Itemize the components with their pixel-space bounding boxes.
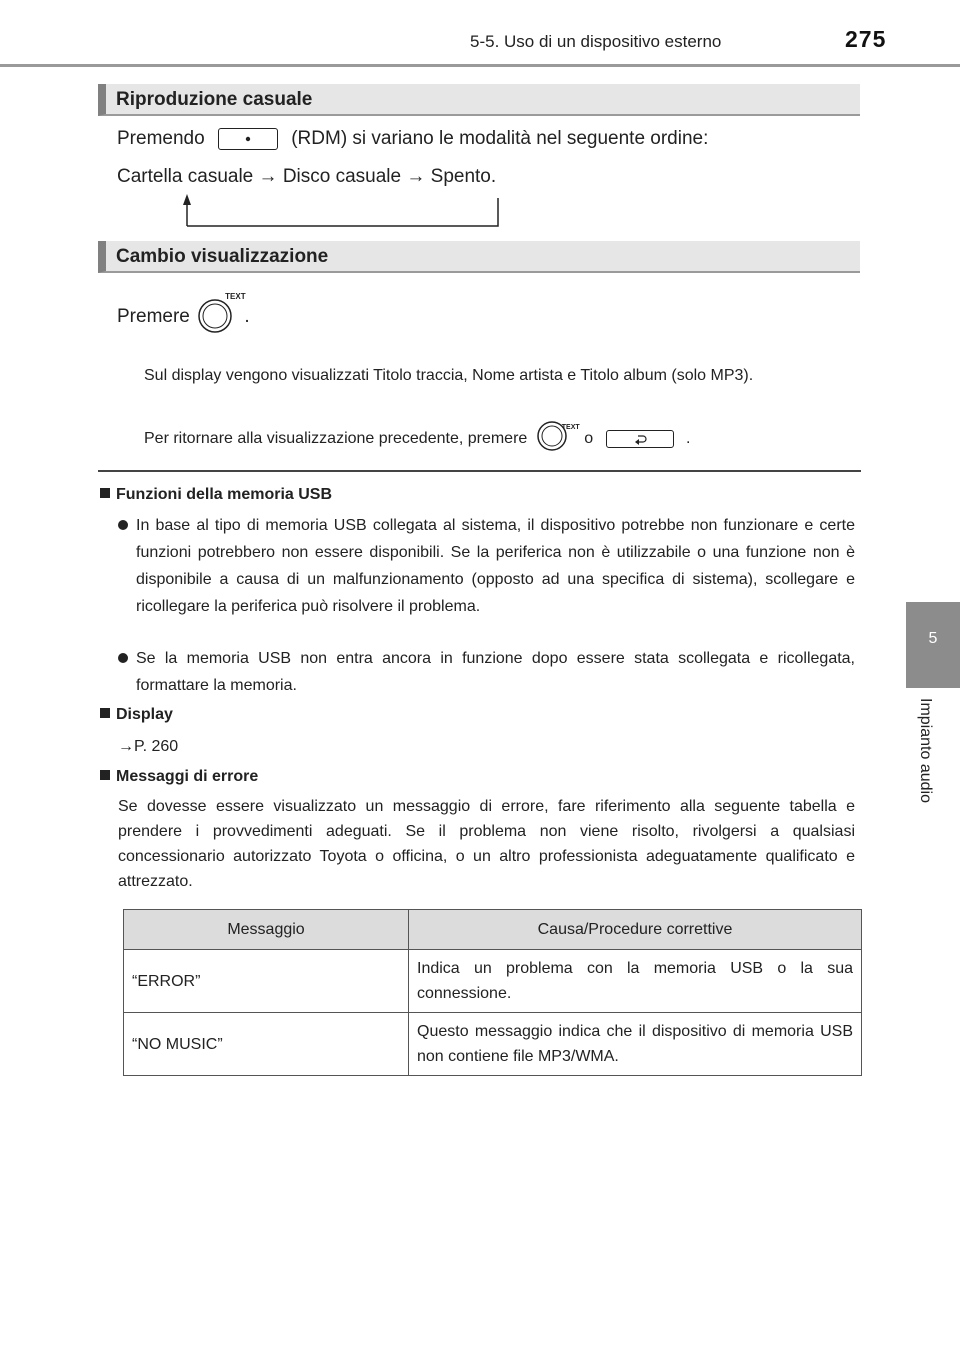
table-cell-message: “NO MUSIC” [124,1013,409,1076]
square-bullet-icon [100,770,110,780]
usb-bullet-2: Se la memoria USB non entra ancora in funzione dopo essere stata scollegata e ricollegata, formattare la memoria. [118,645,855,699]
round-bullet-icon [118,653,128,663]
arrow-right-icon: → [406,166,426,187]
table-row [124,1013,862,1076]
square-bullet-icon [100,488,110,498]
section-heading-random-play: Riproduzione casuale [98,84,860,116]
arrow-right-icon: → [258,166,278,187]
chapter-number: 5 [928,630,938,647]
round-bullet-icon [118,520,128,530]
table-header-message: Messaggio [124,910,409,950]
usb-functions-heading: Funzioni della memoria USB [100,486,332,504]
back-button-icon [606,430,674,448]
display-change-note2: Per ritornare alla visualizzazione precedente, premere TEXT o . [144,422,690,456]
header-rule [0,64,960,67]
table-cell-cause: Indica un problema con la memoria USB o la sua connessione. [409,950,862,1013]
table-header-row [124,910,862,950]
table-cell-message: “ERROR” [124,950,409,1013]
display-heading: Display [100,706,173,724]
display-page-ref[interactable]: →P. 260 [118,738,179,755]
display-change-press: Premere TEXT . [117,300,250,334]
table-row [124,950,862,1013]
error-messages-heading: Messaggi di errore [100,768,258,786]
table-cell-cause: Questo messaggio indica che il dispositivo di memoria USB non contiene file MP3/WMA. [409,1013,862,1076]
error-messages-text: Se dovesse essere visualizzato un messaggio di errore, fare riferimento alla seguente tabella e prendere i provvedimenti adeguati. Se il problema non viene risolto, rivolgersi a qualsiasi concessionario autorizzato Toyota o officina, o un altro professionista adeguatamente qualificato e attrezzato. [118,798,855,890]
text-knob-icon: TEXT [195,300,239,334]
square-bullet-icon [100,708,110,718]
display-change-note1: Sul display vengono visualizzati Titolo traccia, Nome artista e Titolo album (solo MP3). [144,367,754,384]
text-knob-icon: TEXT [532,422,580,456]
page-number: 275 [845,26,887,52]
error-messages-table [123,909,862,1076]
usb-bullet-1: In base al tipo di memoria USB collegata al sistema, il dispositivo potrebbe non funzionare e certe funzioni potrebbero non essere disponibili. Se la periferica non è utilizzabile o una funzione non è disponibile a causa di un malfunzionamento (opposto ad una specifica di sistema), scollegare e ricollegare la periferica può risolvere il problema. [118,512,855,620]
chapter-label: Impianto audio [917,698,934,803]
header-section-title: 5-5. Uso di un dispositivo esterno [470,32,722,51]
rdm-button-icon [218,128,278,150]
table-header-cause: Causa/Procedure correttive [409,910,862,950]
random-play-sequence: Cartella casuale → Disco casuale → Spento. [117,166,497,187]
section-heading-display-change: Cambio visualizzazione [98,241,860,273]
random-play-line1: Premendo (RDM) si variano le modalità nel seguente ordine: [117,128,709,150]
cycle-return-arrow-icon [176,192,506,230]
section-divider [98,470,861,472]
